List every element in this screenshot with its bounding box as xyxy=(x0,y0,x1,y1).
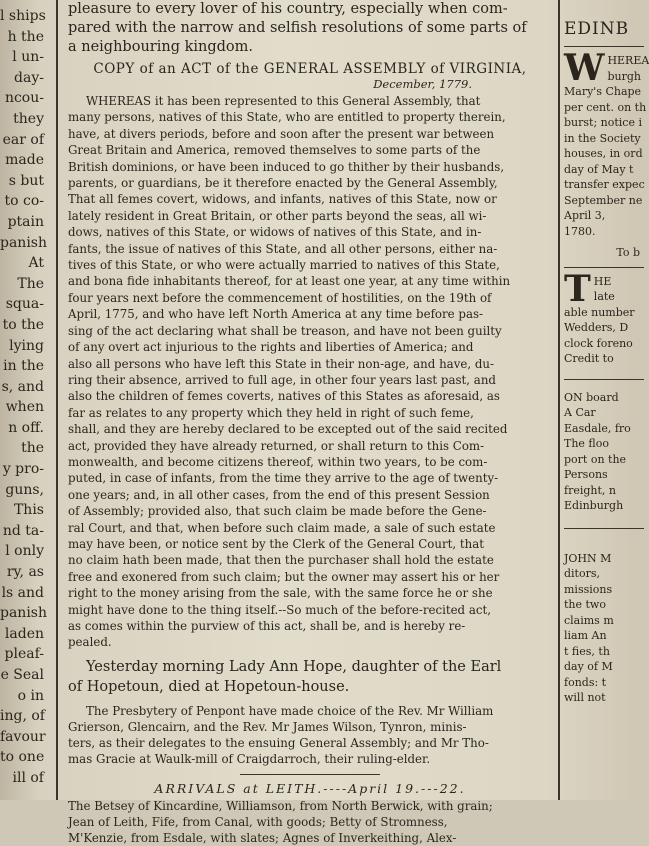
text-line: April, 1775, and who have left North America at any time before pas- xyxy=(68,307,484,322)
act-date: December, 1779. xyxy=(373,77,472,91)
notice-three xyxy=(564,390,644,514)
text-line: act, provided they have already returned, or shall return to this Com- xyxy=(68,438,485,453)
text-line: day- xyxy=(14,69,44,86)
text-line: fonds: t xyxy=(564,675,607,689)
text-line: mas Gracie at Waulk-mill of Craigdarroch, their ruling-elder. xyxy=(68,752,431,767)
text-line: panish xyxy=(0,605,48,622)
text-line: as comes within the purview of this act, shall be, and is hereby re- xyxy=(68,619,466,633)
text-line: ncou- xyxy=(4,90,44,107)
text-line: HE xyxy=(593,274,612,288)
text-line: tives of this State, or who were actually married to natives of this State, xyxy=(68,258,500,273)
text-line: l un- xyxy=(12,49,44,66)
text-line: will not xyxy=(564,691,606,704)
text-line: far as relates to any property which they held in right of such feme, xyxy=(68,405,474,420)
text-line: parents, or guardians, be it therefore enacted by the General Assembly, xyxy=(68,176,498,191)
text-line: able number xyxy=(564,305,635,319)
presbytery-notice xyxy=(68,703,552,768)
text-line: ing, of xyxy=(0,708,45,725)
text-line: to co- xyxy=(4,193,44,210)
text-line: houses, in ord xyxy=(564,147,643,160)
text-line: no claim hath been made, that then the purchaser shall hold the estate xyxy=(68,553,494,568)
text-line: burst; notice i xyxy=(564,116,642,129)
text-line: monwealth, and become citizens thereof, within two years, to be com- xyxy=(68,454,488,469)
text-line: panish xyxy=(0,234,48,251)
text-line: dows, natives of this State, or widows of natives of this State, and in- xyxy=(68,225,482,240)
text-line: of any overt act injurious to the rights and liberties of America; and xyxy=(68,340,474,355)
text-line: 1780. xyxy=(564,224,596,238)
text-line: September ne xyxy=(564,193,643,207)
arrivals-heading: ARRIVALS at LEITH.----April 19.---22. xyxy=(154,780,466,796)
text-line: o in xyxy=(17,687,44,704)
text-line: M'Kenzie, from Esdale, with slates; Agnes of Inverkeithing, Alex- xyxy=(68,831,457,846)
text-line: ptain xyxy=(7,213,44,230)
text-line: e Seal xyxy=(0,667,44,683)
text-line: nd ta- xyxy=(2,522,44,539)
text-line: and bona fide inhabitants thereof, for at least one year, at any time within xyxy=(68,274,511,289)
text-line: h the xyxy=(7,28,44,45)
text-line: four years next before the commencement of hostilities, on the 19th of xyxy=(68,290,492,305)
text-line: pealed. xyxy=(68,635,112,650)
text-line: free and exonered from such claim; but the owner may assert his or her xyxy=(68,569,500,584)
text-line: when xyxy=(5,399,44,416)
notice-four xyxy=(564,551,644,706)
text-line: per cent. on th xyxy=(564,100,647,114)
text-line: ON board xyxy=(564,390,619,404)
text-line: transfer expec xyxy=(564,178,645,191)
notice-two xyxy=(564,267,644,367)
text-line: squa- xyxy=(5,296,44,313)
text-line: port on the xyxy=(564,452,627,466)
text-line: Credit to xyxy=(564,352,614,365)
text-line: Persons xyxy=(564,468,608,481)
text-line: of Assembly; provided also, that such claim be made before the Gene- xyxy=(68,504,487,519)
death-notice xyxy=(68,657,552,697)
text-line: ral Court, and that, when before such claim made, a sale of such estate xyxy=(68,520,496,535)
text-line: claims m xyxy=(564,613,614,627)
notice-one xyxy=(564,47,649,239)
text-line: Yesterday morning Lady Ann Hope, daughter of the Earl xyxy=(86,658,502,675)
column-rule-right xyxy=(558,0,560,800)
text-line: one years; and, in all other cases, from the end of this present Session xyxy=(68,487,490,502)
text-line: ry, as xyxy=(6,564,44,581)
text-line: missions xyxy=(564,582,613,596)
text-line: in the xyxy=(3,358,44,375)
text-line: The xyxy=(17,275,44,292)
right-header: EDINB xyxy=(564,19,630,39)
text-line: The Presbytery of Penpont have made choice of the Rev. Mr William xyxy=(86,703,494,718)
text-line: day of May t xyxy=(564,162,634,176)
text-line: the xyxy=(21,440,44,457)
text-line: A Car xyxy=(564,406,596,419)
text-line: guns, xyxy=(5,481,44,498)
text-line: ear of xyxy=(2,131,44,148)
text-line: ls and xyxy=(1,584,44,601)
text-line: the two xyxy=(564,598,606,611)
text-line: ill of xyxy=(12,769,44,786)
act-body xyxy=(68,93,552,651)
text-line: This xyxy=(13,502,44,519)
text-line: late xyxy=(593,290,615,303)
text-line: Edinburgh xyxy=(564,499,624,512)
text-line: pleaf- xyxy=(4,646,44,663)
text-line: Mary's Chape xyxy=(564,85,642,98)
text-line: Jean of Leith, Fife, from Canal, with goods; Betty of Stromness, xyxy=(68,814,448,829)
text-line: also the children of femes coverts, natives of this States as aforesaid, as xyxy=(68,389,500,404)
text-line: made xyxy=(5,152,44,169)
right-divider-3 xyxy=(564,379,644,380)
right-divider-4 xyxy=(564,528,644,529)
text-line: n off. xyxy=(8,419,44,436)
text-line: JOHN M xyxy=(564,551,612,565)
text-line: to one xyxy=(0,749,45,766)
left-column xyxy=(0,0,50,789)
text-line: April 3, xyxy=(564,209,606,222)
text-line: they xyxy=(13,110,44,127)
text-line: of Hopetoun, died at Hopetoun-house. xyxy=(68,678,350,695)
text-line: British dominions, or have been induced to go thither by their husbands, xyxy=(68,159,505,174)
text-line: l only xyxy=(5,543,44,560)
text-line: favour xyxy=(0,728,46,745)
text-line: liam An xyxy=(564,629,607,642)
to-be-label: To b xyxy=(616,246,640,259)
text-line: clock foreno xyxy=(564,336,633,350)
text-line: That all femes covert, widows, and infants, natives of this State, now or xyxy=(68,192,497,207)
intro-paragraph xyxy=(68,0,552,57)
right-column xyxy=(564,0,649,706)
text-line: pleasure to every lover of his country, especially when com- xyxy=(68,1,508,17)
text-line: a neighbouring kingdom. xyxy=(68,39,253,55)
text-line: many persons, natives of this State, who are entitled to property therein, xyxy=(68,110,506,125)
text-line: have, at divers periods, before and soon after the present war between xyxy=(68,126,495,141)
text-line: fants, the issue of natives of this State, and all other persons, either na- xyxy=(68,241,498,256)
text-line: day of M xyxy=(564,660,613,673)
text-line: lying xyxy=(9,337,44,354)
text-line: might have done to the thing itself.--So much of the before-recited act, xyxy=(68,602,491,617)
text-line: ring their absence, arrived to full age, in other four years last past, and xyxy=(68,372,496,387)
text-line: shall, and they are hereby declared to be excepted out of the said recited xyxy=(68,422,508,437)
text-line: At xyxy=(28,255,44,272)
text-line: lately resident in Great Britain, or other parts beyond the seas, all wi- xyxy=(68,208,487,223)
text-line: Grierson, Glencairn, and the Rev. Mr James Wilson, Tynron, minis- xyxy=(68,720,467,735)
notice-two-dropcap: T xyxy=(564,267,591,310)
text-line: may have been, or notice sent by the Clerk of the General Court, that xyxy=(68,536,484,551)
text-line: burgh xyxy=(607,69,641,83)
text-line: pared with the narrow and selfish resolutions of some parts of xyxy=(68,20,527,36)
text-line: to the xyxy=(2,316,44,333)
text-line: also all persons who have left this State in their non-age, and have, du- xyxy=(68,356,494,371)
arrivals-list xyxy=(68,798,552,846)
text-line: WHEREAS it has been represented to this General Assembly, that xyxy=(86,94,481,108)
notice-one-dropcap: W xyxy=(564,47,605,89)
text-line: ditors, xyxy=(564,567,601,580)
text-line: freight, n xyxy=(564,483,616,497)
text-line: right to the money arising from the sale, with the same force he or she xyxy=(68,586,493,601)
text-line: l ships xyxy=(0,8,46,24)
text-line: The Betsey of Kincardine, Williamson, from North Berwick, with grain; xyxy=(68,798,493,813)
text-line: ters, as their delegates to the ensuing General Assembly; and Mr Tho- xyxy=(68,736,489,751)
text-line: puted, in case of infants, from the time they arrive to the age of twenty- xyxy=(68,471,499,486)
section-separator xyxy=(240,774,380,775)
text-line: s, and xyxy=(1,378,44,395)
column-rule-left xyxy=(56,0,58,800)
text-line: HEREA xyxy=(607,54,649,67)
text-line: t fies, th xyxy=(564,644,610,658)
text-line: Easdale, fro xyxy=(564,421,631,435)
act-title: COPY of an ACT of the GENERAL ASSEMBLY of VIRGINIA, xyxy=(93,61,527,77)
text-line: The floo xyxy=(564,437,610,450)
text-line: laden xyxy=(4,625,44,642)
text-line: Wedders, D xyxy=(564,321,629,334)
center-column xyxy=(68,0,552,846)
text-line: y pro- xyxy=(2,461,44,478)
text-line: Great Britain and America, removed themselves to some parts of the xyxy=(68,143,481,158)
text-line: s but xyxy=(8,172,44,189)
text-line: in the Society xyxy=(564,131,641,145)
text-line: sing of the act declaring what shall be treason, and have not been guilty xyxy=(68,323,502,338)
